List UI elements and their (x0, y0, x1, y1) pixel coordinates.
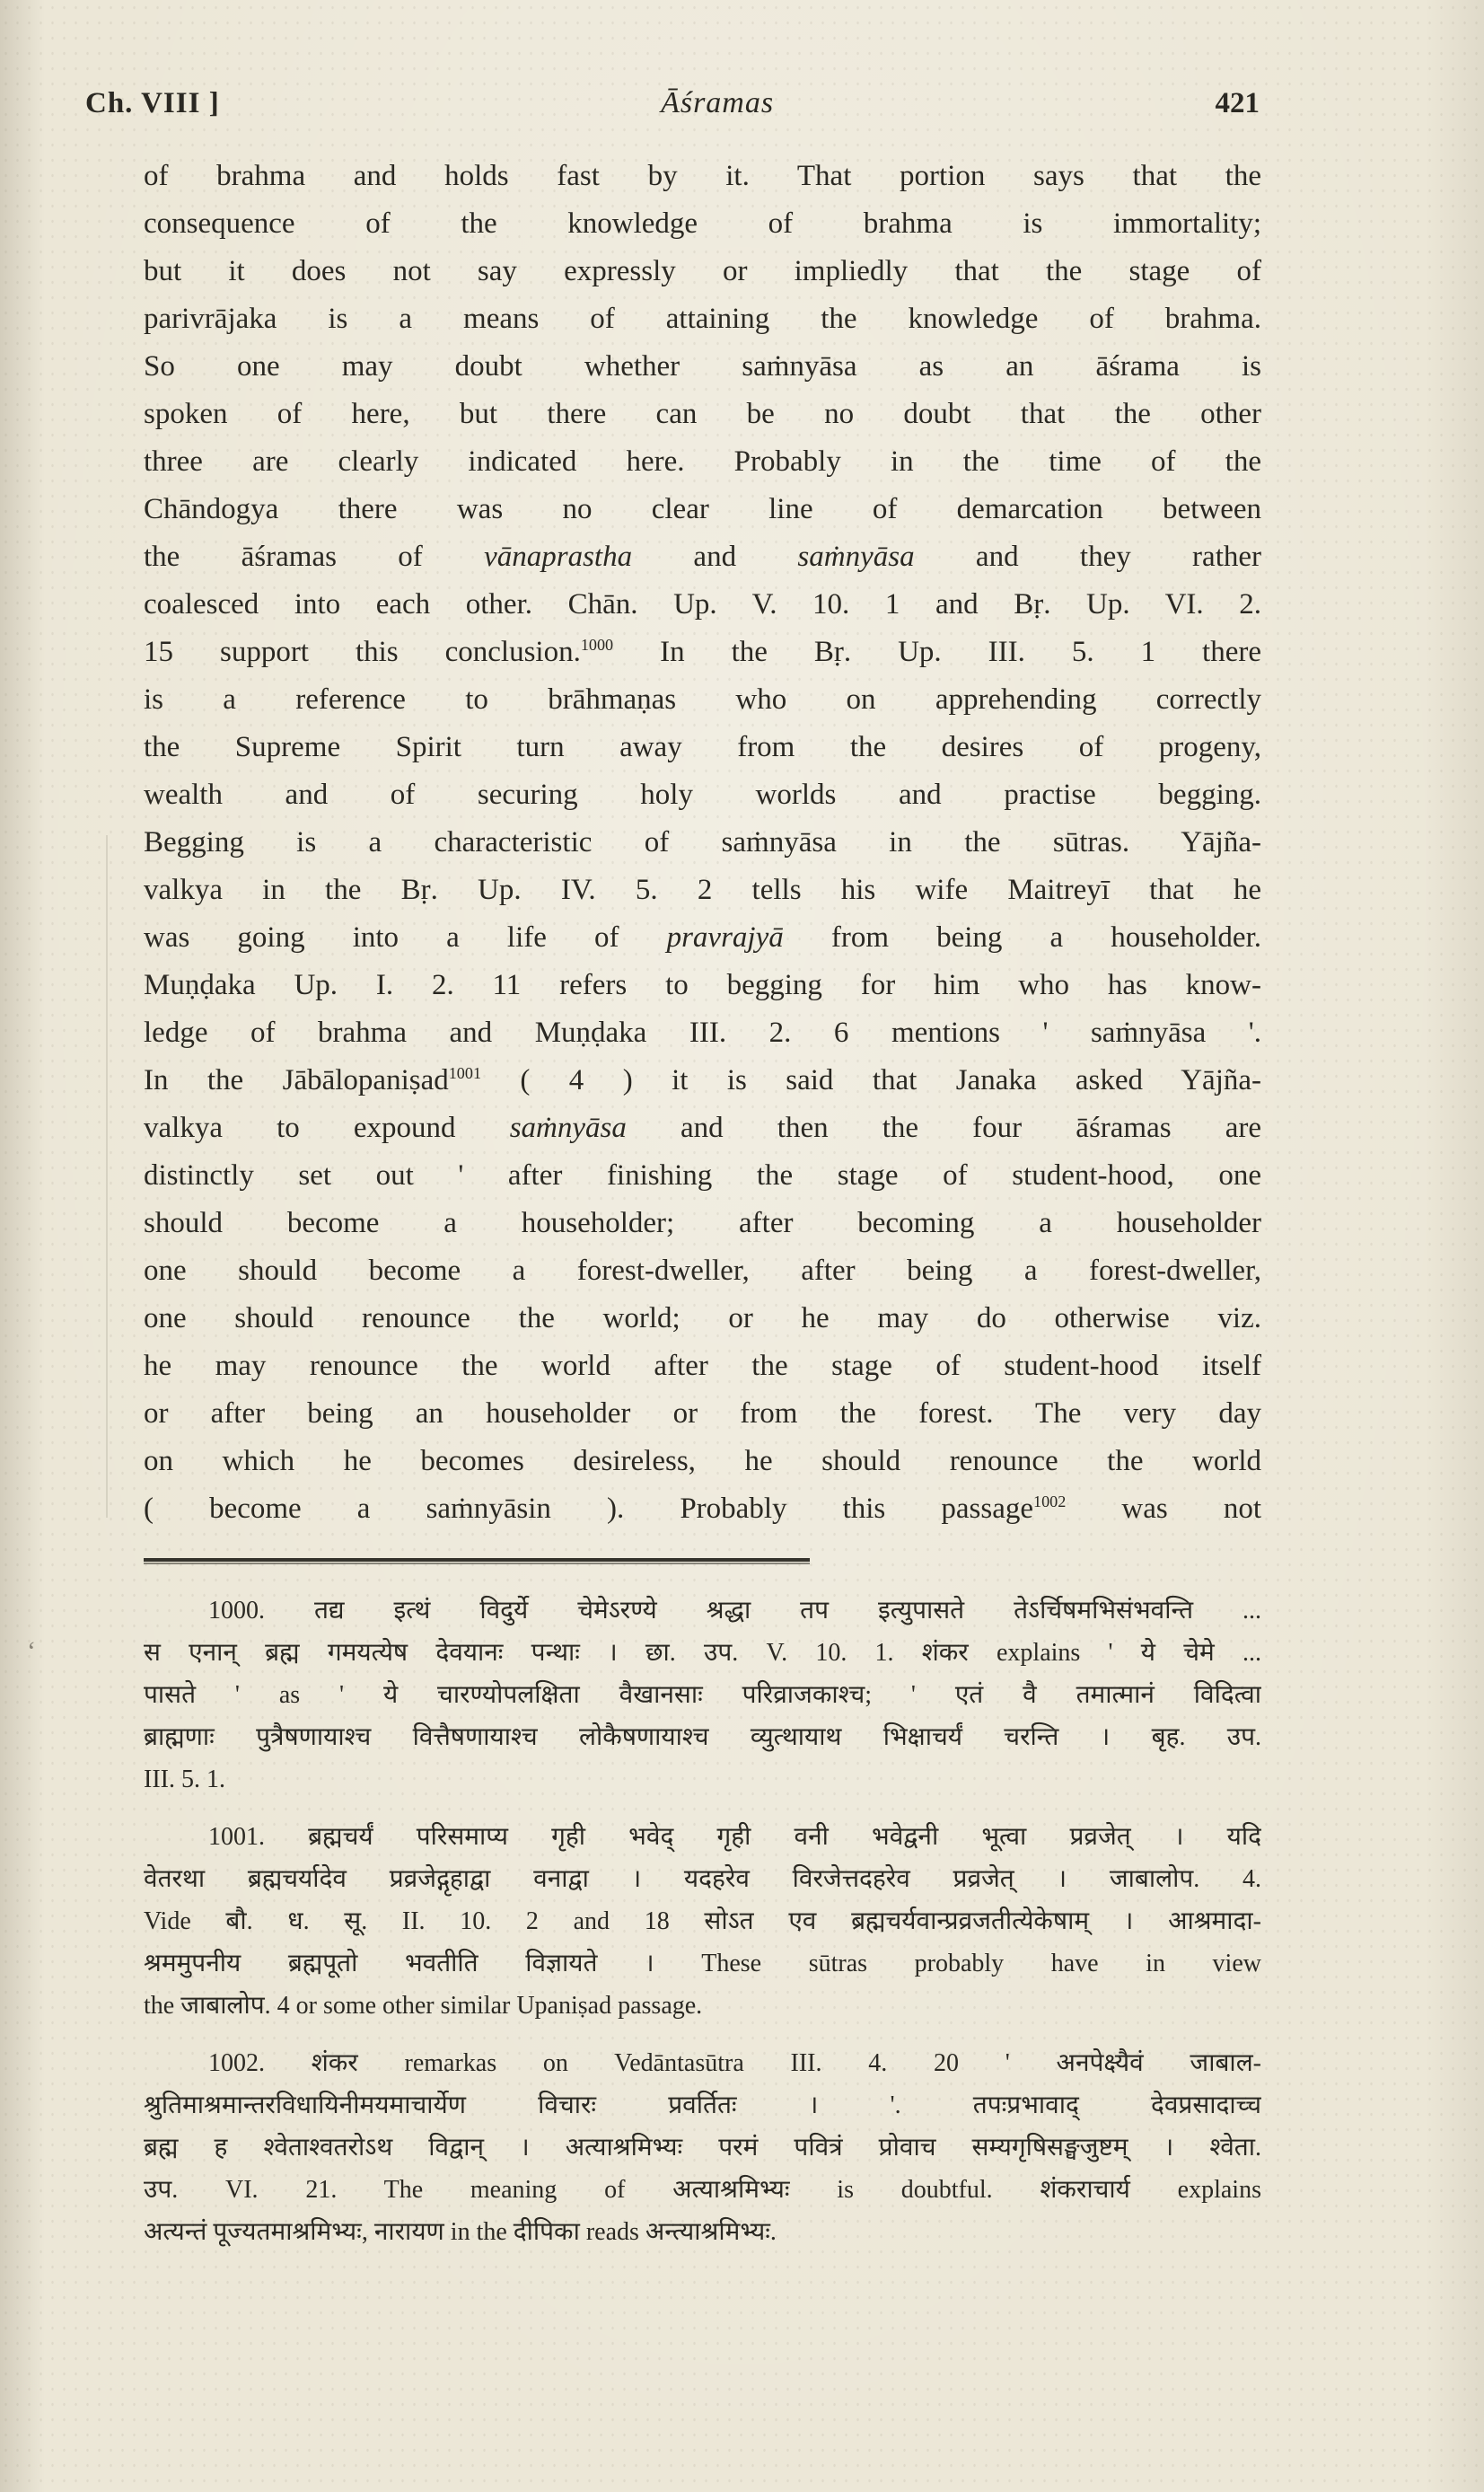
footnote-1000 (144, 1589, 1261, 1801)
body-text-line: ledge of brahma and Muṇḍaka III. 2. 6 mentions ' saṁnyāsa '. (144, 1017, 1261, 1049)
body-text-line: So one may doubt whether saṁnyāsa as an āśrama is (144, 350, 1261, 383)
body-text-line: or after being an householder or from the forest. The very day (144, 1397, 1261, 1430)
body-text-line: of brahma and holds fast by it. That portion says that the (144, 160, 1261, 192)
body-text-line: ( become a saṁnyāsin ). Probably this passage$^{1002}$ was not (144, 1493, 1261, 1525)
body-text-line: the āśramas of vānaprastha and saṁnyāsa and they rather (144, 541, 1261, 573)
body-text-line: on which he becomes desireless, he should renounce the world (144, 1445, 1261, 1477)
chapter-label: Ch. VIII ] (85, 87, 220, 119)
body-text-line: Muṇḍaka Up. I. 2. 11 refers to begging for him who has know- (144, 969, 1261, 1001)
page-number: 421 (1215, 87, 1260, 119)
body-text-line: three are clearly indicated here. Probably in the time of the (144, 445, 1261, 478)
footnote-line: श्रुतिमाश्रमान्तरविधायिनीमयमाचार्येण विचारः प्रवर्तितः । '. तपःप्रभावाद् देवप्रसादाच्च (144, 2091, 1261, 2119)
scan-artifact-scratch (106, 835, 108, 1518)
body-text-line: distinctly set out ' after finishing the stage of student-hood, one (144, 1159, 1261, 1192)
scan-artifact-mark: ‘ (27, 1636, 36, 1666)
footnotes-section (144, 1589, 1261, 2253)
footnote-line: 1001. ब्रह्मचर्यं परिसमाप्य गृही भवेद् गृही वनी भवेद्वनी भूत्वा प्रव्रजेत् । यदि (208, 1823, 1261, 1851)
body-text-line: In the Jābālopaniṣad$^{1001}$ ( 4 ) it is said that Janaka asked Yājña- (144, 1064, 1261, 1096)
footnote-line: अत्यन्तं पूज्यतमाश्रमिभ्यः, नारायण in the दीपिका reads अन्त्याश्रमिभ्यः. (144, 2218, 777, 2246)
body-text-line: spoken of here, but there can be no doubt that the other (144, 398, 1261, 430)
footnote-1001 (144, 1816, 1261, 2027)
body-text-line: coalesced into each other. Chān. Up. V. 10. 1 and Bṛ. Up. VI. 2. (144, 588, 1261, 621)
body-text-line: wealth and of securing holy worlds and practise begging. (144, 779, 1261, 811)
running-title: Āśramas (661, 86, 775, 119)
body-text-line: should become a householder; after becoming a householder (144, 1207, 1261, 1239)
footnote-line: 1000. तद्य इत्थं विदुर्ये चेमेऽरण्ये श्रद्धा तप इत्युपासते तेऽर्चिषमभिसंभवन्ति ... (208, 1597, 1261, 1625)
body-text-line: valkya to expound saṁnyāsa and then the four āśramas are (144, 1112, 1261, 1144)
body-text-line: he may renounce the world after the stage of student-hood itself (144, 1350, 1261, 1382)
page-header (85, 0, 1260, 120)
body-text-line: was going into a life of pravrajyā from being a householder. (144, 921, 1261, 954)
body-text-line: the Supreme Spirit turn away from the desires of progeny, (144, 731, 1261, 763)
footnote-line: the जाबालोप. 4 or some other similar Upaniṣad passage. (144, 1992, 703, 2020)
footnote-line: Vide बौ. ध. सू. II. 10. 2 and 18 सोऽत एव ब्रह्मचर्यवान्प्रव्रजतीत्येकेषाम् । आश्रमादा- (144, 1907, 1261, 1935)
footnote-line: स एनान् ब्रह्म गमयत्येष देवयानः पन्थाः । छा. उप. V. 10. 1. शंकर explains ' ये चेमे ... (144, 1639, 1261, 1667)
footnote-line: उप. VI. 21. The meaning of अत्याश्रमिभ्यः is doubtful. शंकराचार्य explains (144, 2176, 1261, 2204)
body-text-line: consequence of the knowledge of brahma is immortality; (144, 207, 1261, 240)
body-text-line: is a reference to brāhmaṇas who on apprehending correctly (144, 683, 1261, 716)
footnote-line: वेतरथा ब्रह्मचर्यादेव प्रव्रजेद्गृहाद्वा वनाद्वा । यदहरेव विरजेत्तदहरेव प्रव्रजेत् । जाबालोप. 4. (144, 1865, 1261, 1893)
footnote-line: III. 5. 1. (144, 1766, 225, 1793)
body-text (144, 153, 1261, 1533)
body-text-line: valkya in the Bṛ. Up. IV. 5. 2 tells his wife Maitreyī that he (144, 874, 1261, 906)
footnote-1002 (144, 2042, 1261, 2253)
footnote-separator (144, 1558, 810, 1564)
body-text-line: Begging is a characteristic of saṁnyāsa in the sūtras. Yājña- (144, 826, 1261, 859)
footnote-line: 1002. शंकर remarkas on Vedāntasūtra III. 4. 20 ' अनपेक्ष्यैवं जाबाल- (208, 2049, 1261, 2077)
body-text-line: one should renounce the world; or he may do otherwise viz. (144, 1302, 1261, 1334)
footnote-line: श्रममुपनीय ब्रह्मपूतो भवतीति विज्ञायते । These sūtras probably have in view (144, 1950, 1261, 1977)
body-text-line: but it does not say expressly or impliedly that the stage of (144, 255, 1261, 287)
footnote-line: पासते ' as ' ये चारण्योपलक्षिता वैखानसाः परिव्राजकाश्च; ' एतं वै तमात्मानं विदित्वा (144, 1681, 1261, 1709)
body-text-line: 15 support this conclusion.$^{1000}$ In the Bṛ. Up. III. 5. 1 there (144, 636, 1261, 668)
footnote-line: ब्राह्मणाः पुत्रैषणायाश्च वित्तैषणायाश्च लोकैषणायाश्च व्युत्थायाथ भिक्षाचर्यं चरन्ति । बृह. उप. (144, 1723, 1261, 1751)
footnote-line: ब्रह्म ह श्वेताश्वतरोऽथ विद्वान् । अत्याश्रमिभ्यः परमं पवित्रं प्रोवाच सम्यगृषिसङ्घजुष्टम् । श्वेता. (144, 2134, 1261, 2162)
body-text-line: one should become a forest-dweller, after being a forest-dweller, (144, 1255, 1261, 1287)
body-text-line: Chāndogya there was no clear line of demarcation between (144, 493, 1261, 525)
body-text-line: parivrājaka is a means of attaining the knowledge of brahma. (144, 303, 1261, 335)
